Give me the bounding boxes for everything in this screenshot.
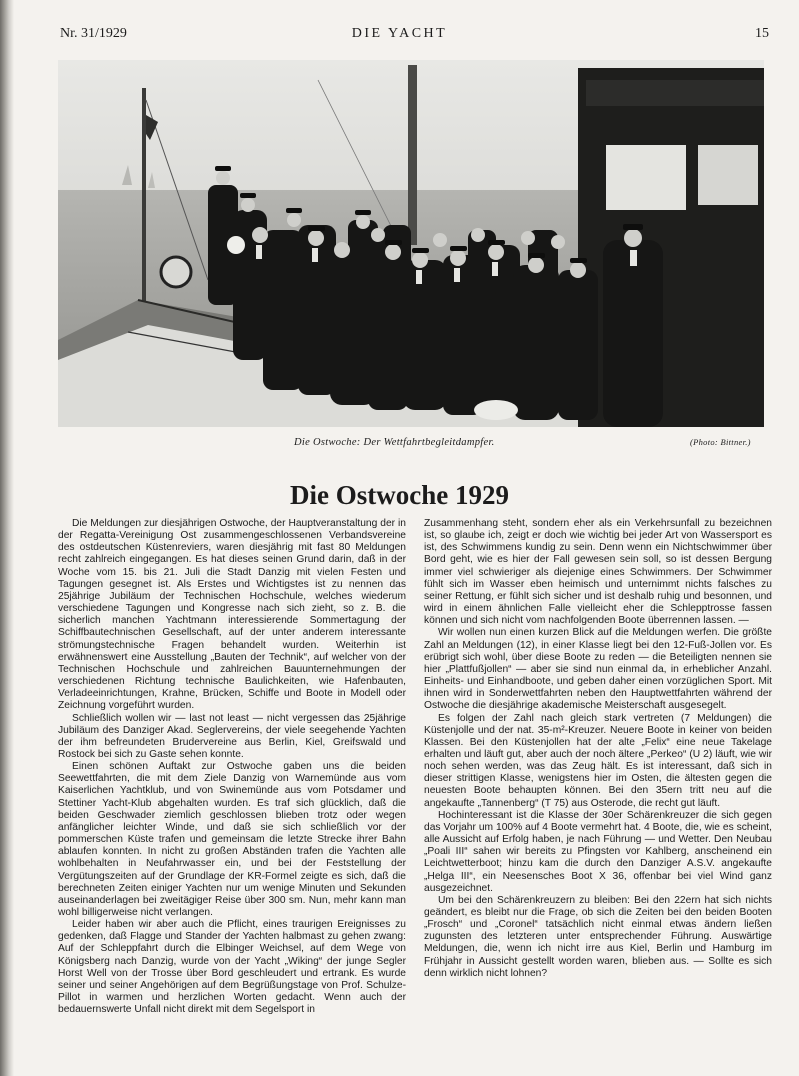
paragraph: Die Meldungen zur diesjährigen Ostwoche, der Hauptveranstaltung der in der Regatta-Vereinigung Ost zusammengeschlossenen Verbandsvereine des ostdeutschen Küstenreviers, waren diesjährig mit fast 80 Meldungen recht zahlreich eingegangen. Es hat dieses seinen Grund darin, daß in der Woche vom 15. bis 21. Juli die Stadt Danzig mit vielen Festen und Tagungen gesegnet ist. Als Erstes und Wichtigstes ist zu nennen das 25jährige Jubiläum der Technischen Hochschule, welches wiederum verschiedene Tagungen und Kongresse nach sich zieht, so z. B. die sicherlich manchen Yachtmann interessierende Sommertagung der Schiffbautechnischen Gesellschaft, auf der unter anderem interessante strömungstechnische Fragen behandelt wurden. Weiterhin ist erwähnenswert eine Ausstellung „Bauten der Technik“, auf welcher von der Technischen Hochschule und zahlreichen Bauunternehmungen der verschiedenen Richtung technische Baulichkeiten, wie Hafenbauten, Verladeeinrichtungen, Krahne, Brücken, Schiffe und Boote in Modell oder Zeichnung vorgeführt wurden.: [58, 518, 406, 712]
magazine-title: DIE YACHT: [351, 26, 448, 41]
paragraph: Es folgen der Zahl nach gleich stark vertreten (7 Meldungen) die Küstenjolle und der nat. 35-m²-Kreuzer. Neuere Boote in keiner von beiden Klassen. Bei den Küstenjollen hat der alte „Felix“ eine neue Takelage erhalten und läuft gut, aber auch der noch ältere „Perkeo“ (U 2) läuft, wie wir noch sehen werden, was das Zeug hält. Es ist interessant, daß sich in dieser strittigen Klasse, wenigstens hier im Osten, die ältesten gegen die neuesten Boote behaupten können. Bei den 35ern tritt neu auf die angekaufte „Tannenberg“ (T 75) aus Osterode, die recht gut läuft.: [424, 712, 772, 809]
article-column-right: [424, 518, 772, 1058]
issue-number: Nr. 31/1929: [60, 26, 127, 41]
paragraph: Um bei den Schärenkreuzern zu bleiben: Bei den 22ern hat sich nichts geändert, es bleibt nur die Frage, ob sich die Zeiten bei den beiden Booten „Frosch“ und „Coronel“ tatsächlich nicht einmal etwas ändern ließen zugunsten des letzteren unter entsprechender Führung. Auswärtige Meldungen, die, wenn ich nicht irre aus Kiel, Berlin und Hamburg im Frühjahr in Aussicht gestellt worden waren, blieben aus. — Sollte es sich denn wirklich nicht lohnen?: [424, 894, 772, 979]
paragraph: Zusammenhang steht, sondern eher als ein Verkehrsunfall zu bezeichnen ist, so glaube ich, zeigt er doch wie wichtig bei jeder Art von Wassersport es ist, des Schwimmens kundig zu sein. Denn wenn ein Nichtschwimmer über Bord geht, wie es hier der Fall gewesen sein soll, so ist dessen Bergung immer viel schwieriger als diejenige eines Schwimmers. Der Schwimmer fühlt sich im Wasser eben heimisch und unternimmt nichts falsches zu seiner Rettung, er fühlt sich sicher und ist deshalb ruhig und besonnen, und wird in einem ähnlichen Falle vielleicht eher die Schlepptrosse fassen können und sich nicht vom nachfolgenden Boote überrennen lassen. —: [424, 518, 772, 627]
paragraph: Hochinteressant ist die Klasse der 30er Schärenkreuzer die sich gegen das Vorjahr um 100% auf 4 Boote vermehrt hat. 4 Boote, die, wie es scheint, alle Aussicht auf Erfolg haben, je nach Führung — und Wetter. Den Neubau „Poali III“ sahen wir bereits zu Pfingsten vor Kahlberg, anscheinend ein Leichtwetterboot; hinzu kam die durch den Danziger A.S.V. angekaufte „Helga III“, ein Neesensches Boot X 36, offenbar bei viel Wind ganz ausgezeichnet.: [424, 809, 772, 894]
photo-credit: (Photo: Bittner.): [690, 437, 751, 447]
paragraph: Schließlich wollen wir — last not least — nicht vergessen das 25jährige Jubiläum des Danziger Akad. Seglervereins, der viele seegehende Yachten der ihm befreundeten Brudervereine aus Berlin, Kiel, Greifswald und Rostock bei sich zu Gaste sehen konnte.: [58, 712, 406, 760]
page-number: 15: [755, 26, 769, 41]
photo-caption: Die Ostwoche: Der Wettfahrtbegleitdampfer.: [294, 437, 495, 448]
paragraph: Leider haben wir aber auch die Pflicht, eines traurigen Ereignisses zu gedenken, daß Flagge und Stander der Yachten halbmast zu gehen zwang: Auf der Schleppfahrt durch die Elbinger Weichsel, auf dem Wege von Königsberg nach Danzig, wurde von der Yacht „Wiking“ der junge Segler Horst Well von der Trosse über Bord geschleudert und ertrank. Es wurde seiner und seiner Angehörigen auf dem Begrüßungstage von Prof. Schulze-Pillot in warmen und herzlichen Worten gedacht. Wenn auch der bedauernswerte Unfall nicht direkt mit dem Segelsport in: [58, 919, 406, 1016]
paragraph: Einen schönen Auftakt zur Ostwoche gaben uns die beiden Seewettfahrten, die mit dem Ziele Danzig von Warnemünde aus vom Kaiserlichen Yachtklub, und von Swinemünde aus vom Potsdamer und Stettiner Yacht-Klub abgehalten wurden. Es traf sich glücklich, daß die beiden Geschwader ziemlich geschlossen blieben trotz oder wegen anfänglicher leichter Winde, und daß sie sich schließlich vor der pommerschen Küste trafen und gemeinsam die letzte Strecke ihrer Bahn ablaufen konnten. In nicht zu großen Abständen trafen die Yachten alle wohlbehalten in Neufahrwasser ein, und bei der Feststellung der Vergütungszeiten auf der Grundlage der KR-Formel zeigte es sich, daß die berechneten Zeiten einiger Yachten nur um wenige Minuten und Sekunden auseinanderlagen bei zweitägiger Reise über 300 sm. Nun, mehr kann man wohl billigerweise nicht verlangen.: [58, 761, 406, 918]
article-photo: [58, 60, 764, 427]
article-column-left: [58, 518, 406, 1058]
paragraph: Wir wollen nun einen kurzen Blick auf die Meldungen werfen. Die größte Zahl an Meldungen (12), in einer Klasse liegt bei den 12-Fuß-Jollen vor. Es erübrigt sich wohl, über diese Boote zu reden — die Beteiligten nennen sie hier „Plattfußjollen“ — aber sie sind nun einmal da, in erheblicher Anzahl. Einheits- und Einhandboote, und geben daher einen vorzüglichen Sport. Mit ihnen wird in Sonderwettfahrten neben den Hauptwettfahrten während der Ostwoche die diesjährige akademische Meisterschaft ausgesegelt.: [424, 627, 772, 712]
page-binding-shadow: [0, 0, 14, 1076]
article-title: Die Ostwoche 1929: [290, 480, 509, 510]
